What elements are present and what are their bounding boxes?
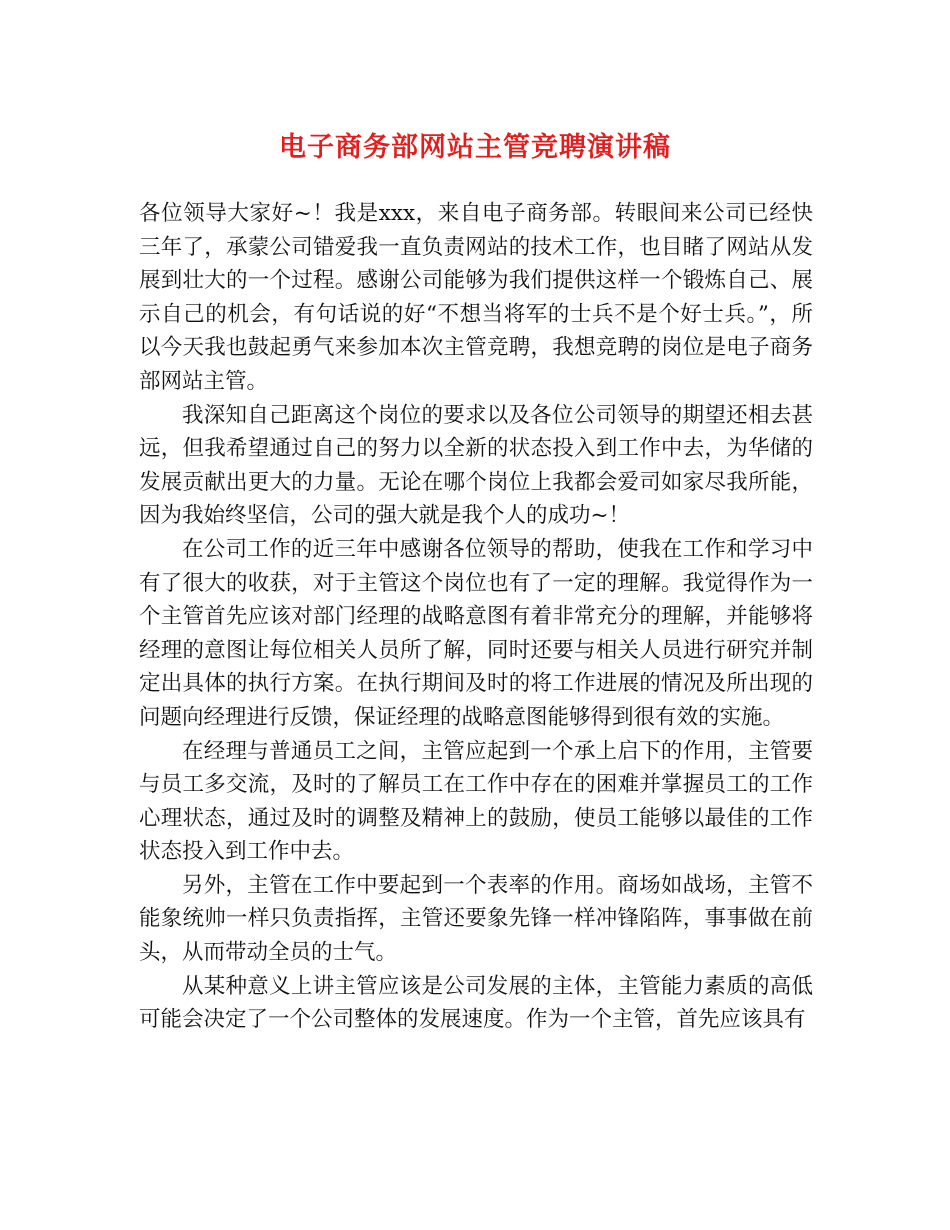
paragraph-3: 在公司工作的近三年中感谢各位领导的帮助，使我在工作和学习中有了很大的收获，对于主管这个岗位也有了一定的理解。我觉得作为一个主管首先应该对部门经理的战略意图有着非常充分的理解，并能够将经理的意图让每位相关人员所了解，同时还要与相关人员进行研究并制定出具体的执行方案。在执行期间及时的将工作进展的情况及所出现的问题向经理进行反馈，保证经理的战略意图能够得到很有效的实施。: [139, 536, 813, 730]
document-title: 电子商务部网站主管竞聘演讲稿: [279, 132, 671, 163]
paragraph-5: 另外，主管在工作中要起到一个表率的作用。商场如战场，主管不能象统帅一样只负责指挥，主管还要象先锋一样冲锋陷阵，事事做在前头，从而带动全员的士气。: [139, 872, 813, 966]
paragraph-6: 从某种意义上讲主管应该是公司发展的主体，主管能力素质的高低可能会决定了一个公司整体的发展速度。作为一个主管，首先应该具有: [139, 973, 813, 1033]
document-body: [139, 197, 813, 1037]
paragraph-4: 在经理与普通员工之间，主管应起到一个承上启下的作用，主管要与员工多交流，及时的了解员工在工作中存在的困难并掌握员工的工作心理状态，通过及时的调整及精神上的鼓励，使员工能够以最佳的工作状态投入到工作中去。: [139, 738, 813, 865]
paragraph-1: 各位领导大家好~！我是xxx，来自电子商务部。转眼间来公司已经快三年了，承蒙公司错爱我一直负责网站的技术工作，也目睹了网站从发展到壮大的一个过程。感谢公司能够为我们提供这样一个锻炼自己、展示自己的机会，有句话说的好“不想当将军的士兵不是个好士兵。”，所以今天我也鼓起勇气来参加本次主管竞聘，我想竞聘的岗位是电子商务部网站主管。: [139, 201, 813, 394]
paragraph-2: 我深知自己距离这个岗位的要求以及各位公司领导的期望还相去甚远，但我希望通过自己的努力以全新的状态投入到工作中去，为华储的发展贡献出更大的力量。无论在哪个岗位上我都会爱司如家尽我所能，因为我始终坚信，公司的强大就是我个人的成功~！: [139, 402, 813, 529]
